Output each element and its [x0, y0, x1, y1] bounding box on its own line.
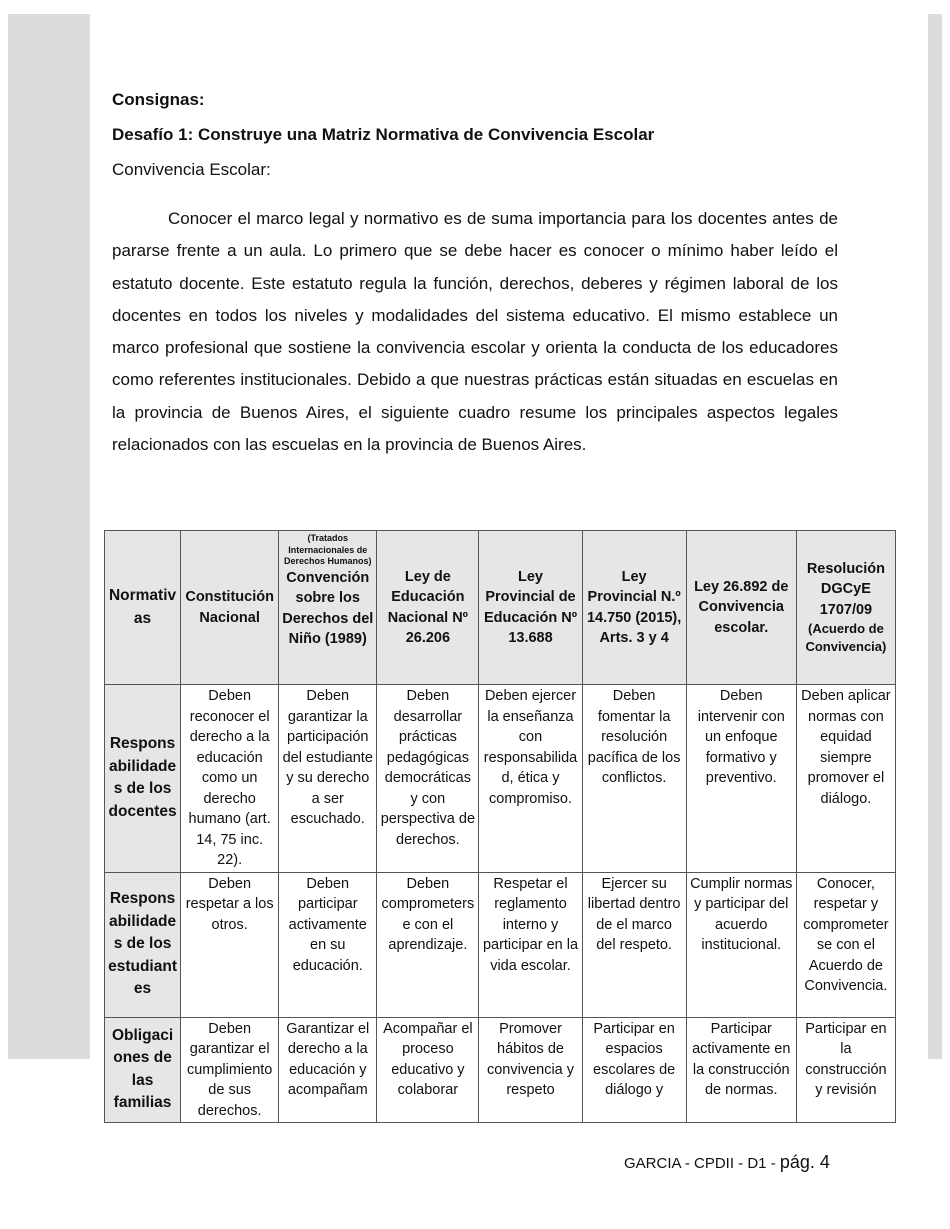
- column-header: [686, 531, 796, 685]
- column-label: Ley 26.892 de Convivencia escolar.: [694, 578, 789, 636]
- table-cell: Participar en la construcción y revisión: [796, 1017, 895, 1123]
- table-row: [105, 872, 896, 1017]
- column-label: Convención sobre los Derechos del Niño (1989): [282, 569, 374, 647]
- table-cell: Ejercer su libertad dentro de el marco del respeto.: [582, 872, 686, 1017]
- table-cell: Deben respetar a los otros.: [181, 872, 279, 1017]
- row-header: Obligaciones de las familias: [105, 1017, 181, 1123]
- column-header: [279, 531, 377, 685]
- row-header: Responsabilidades de los estudiantes: [105, 872, 181, 1017]
- table-cell: Acompañar el proceso educativo y colaborar: [377, 1017, 479, 1123]
- table-cell: Deben fomentar la resolución pacífica de los conflictos.: [582, 685, 686, 873]
- table-corner-cell: Normativas: [105, 531, 181, 685]
- table-cell: Promover hábitos de convivencia y respeto: [479, 1017, 582, 1123]
- row-header: Responsabilidades de los docentes: [105, 685, 181, 873]
- table-cell: Deben garantizar la participación del estudiante y su derecho a ser escuchado.: [279, 685, 377, 873]
- intro-paragraph: Conocer el marco legal y normativo es de suma importancia para los docentes antes de pararse frente a un aula. Lo primero que se debe hacer es conocer o mínimo haber leído el estatuto docente. Este estatuto regula la función, derechos, deberes y régimen laboral de los docentes en todos los niveles y modalidades del sistema educativo. El mismo establece un marco profesional que sostiene la convivencia escolar y orienta la conducta de los educadores como referentes institucionales. Debido a que nuestras prácticas están situadas en escuelas en la provincia de Buenos Aires, el siguiente cuadro resume los principales aspectos legales relacionados con las escuelas en la provincia de Buenos Aires.: [112, 209, 838, 455]
- column-header: [479, 531, 582, 685]
- table-cell: Participar en espacios escolares de diálogo y: [582, 1017, 686, 1123]
- table-cell: Deben participar activamente en su educación.: [279, 872, 377, 1017]
- table-cell: Deben garantizar el cumplimiento de sus derechos.: [181, 1017, 279, 1123]
- page-number: pág. 4: [779, 1152, 830, 1172]
- table-cell: Deben desarrollar prácticas pedagógicas democráticas y con perspectiva de derechos.: [377, 685, 479, 873]
- table-row: [105, 685, 896, 873]
- section-label: Convivencia Escolar:: [112, 160, 271, 179]
- footer-text: GARCIA - CPDII - D1 -: [624, 1155, 780, 1172]
- table-cell: Respetar el reglamento interno y participar en la vida escolar.: [479, 872, 582, 1017]
- column-header: [181, 531, 279, 685]
- column-label: Ley Provincial N.º 14.750 (2015), Arts. 3 y 4: [586, 568, 682, 646]
- column-header: [377, 531, 479, 685]
- normative-matrix-table: [104, 530, 896, 1123]
- column-subnote: (Acuerdo de Convivencia): [805, 621, 887, 655]
- table-cell: Deben comprometerse con el aprendizaje.: [377, 872, 479, 1017]
- column-label: Constitución Nacional: [185, 589, 274, 626]
- table-cell: Conocer, respetar y comprometerse con el Acuerdo de Convivencia.: [796, 872, 895, 1017]
- table-cell: Deben intervenir con un enfoque formativo y preventivo.: [686, 685, 796, 873]
- subheading: Desafío 1: Construye una Matriz Normativa de Convivencia Escolar: [112, 125, 655, 144]
- table-cell: Garantizar el derecho a la educación y acompañam: [279, 1017, 377, 1123]
- table-cell: Cumplir normas y participar del acuerdo institucional.: [686, 872, 796, 1017]
- column-label: Ley Provincial de Educación Nº 13.688: [483, 568, 578, 646]
- table-cell: Deben ejercer la enseñanza con responsabilidad, ética y compromiso.: [479, 685, 582, 873]
- heading: Consignas:: [112, 90, 205, 109]
- table-cell: Deben aplicar normas con equidad siempre promover el diálogo.: [796, 685, 895, 873]
- column-header: [796, 531, 895, 685]
- column-header: [582, 531, 686, 685]
- column-note: (Tratados Internacionales de Derechos Humanos): [283, 533, 372, 566]
- column-label: Ley de Educación Nacional Nº 26.206: [387, 568, 468, 646]
- table-cell: Participar activamente en la construcción de normas.: [686, 1017, 796, 1123]
- page-footer: [624, 1152, 830, 1173]
- table-header-row: [105, 531, 896, 685]
- table-cell: Deben reconocer el derecho a la educación como un derecho humano (art. 14, 75 inc. 22).: [181, 685, 279, 873]
- table-row: [105, 1017, 896, 1123]
- column-label: Resolución DGCyE 1707/09: [806, 560, 885, 618]
